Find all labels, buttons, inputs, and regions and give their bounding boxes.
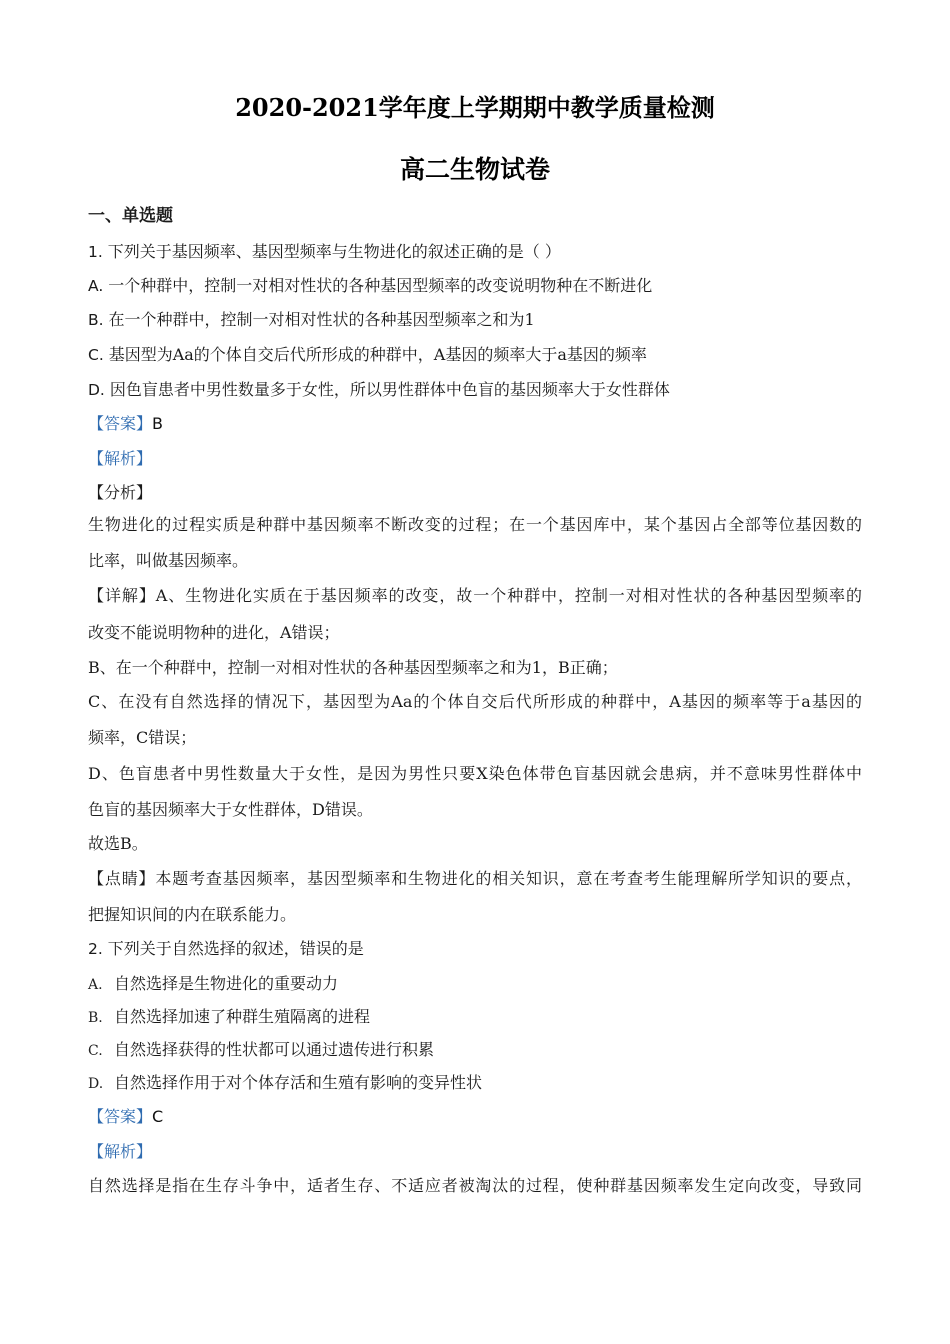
answer-label: 【答案】	[88, 414, 153, 433]
question-2-stem: 下列关于自然选择的叙述，错误的是	[107, 939, 364, 958]
option-label: B.	[88, 1010, 103, 1026]
q2-answer	[88, 1107, 163, 1127]
q1-dianjing-line-2: 把握知识间的内在联系能力。	[88, 905, 297, 924]
q1-detail-a-line-2: 改变不能说明物种的进化，A错误；	[88, 623, 340, 642]
dianjing-label: 【点睛】	[88, 869, 156, 888]
q2-analysis-label: 【解析】	[88, 1142, 153, 1161]
option-label: C.	[88, 1043, 103, 1059]
q1-answer	[88, 414, 163, 434]
option-text: 基因型为Aa的个体自交后代所形成的种群中，A基因的频率大于a基因的频率	[108, 345, 647, 364]
q1-option-d	[88, 380, 670, 400]
answer-value: B	[152, 414, 163, 433]
q1-detail-c-line-1: C、在没有自然选择的情况下，基因型为Aa的个体自交后代所形成的种群中，A基因的频率等于a基因的	[88, 692, 862, 711]
option-text: 自然选择作用于对个体存活和生殖有影响的变异性状	[114, 1073, 483, 1092]
q2-option-a	[88, 974, 338, 995]
q1-detail-d-line-2: 色盲的基因频率大于女性群体，D错误。	[88, 800, 373, 819]
exam-subtitle: 高二生物试卷	[399, 155, 550, 184]
option-label: D.	[88, 1076, 104, 1092]
option-text: 因色盲患者中男性数量多于女性，所以男性群体中色盲的基因频率大于女性群体	[109, 380, 670, 399]
q1-detail-c-line-2: 频率，C错误；	[88, 728, 197, 747]
q2-explain-line-1: 自然选择是指在生存斗争中，适者生存、不适应者被淘汰的过程，使种群基因频率发生定向改变，导致同	[88, 1176, 862, 1195]
q1-analysis-label: 【解析】	[88, 449, 153, 468]
q1-fenxi-line-1: 生物进化的过程实质是种群中基因频率不断改变的过程；在一个基因库中，某个基因占全部等位基因数的	[88, 515, 862, 534]
q1-option-c	[88, 345, 647, 365]
option-label: C.	[88, 346, 104, 364]
exam-title: 2020-2021学年度上学期期中教学质量检测	[235, 93, 715, 122]
q1-detail-b: B、在一个种群中，控制一对相对性状的各种基因型频率之和为1，B正确；	[88, 658, 618, 677]
q1-option-b	[88, 310, 535, 330]
q2-option-c	[88, 1040, 434, 1061]
question-2	[88, 939, 364, 959]
detail-text: A、生物进化实质在于基因频率的改变，故一个种群中，控制一对相对性状的各种基因型频率的	[155, 586, 862, 605]
option-text: 在一个种群中，控制一对相对性状的各种基因型频率之和为1	[108, 310, 535, 329]
option-text: 一个种群中，控制一对相对性状的各种基因型频率的改变说明物种在不断进化	[108, 276, 653, 295]
dianjing-text: 本题考查基因频率，基因型频率和生物进化的相关知识，意在考查考生能理解所学知识的要点，	[155, 869, 862, 888]
question-1	[88, 242, 561, 262]
q1-fenxi-line-2: 比率，叫做基因频率。	[88, 551, 249, 570]
option-text: 自然选择加速了种群生殖隔离的进程	[114, 1007, 371, 1026]
option-label: A.	[88, 977, 103, 993]
question-1-stem: 下列关于基因频率、基因型频率与生物进化的叙述正确的是（ ）	[107, 242, 561, 261]
section-heading: 一、单选题	[88, 206, 173, 226]
question-1-number: 1.	[88, 243, 103, 261]
q2-option-d	[88, 1073, 482, 1094]
q1-option-a	[88, 276, 652, 296]
q1-dianjing-line-1	[88, 869, 862, 889]
detail-label: 【详解】	[88, 586, 156, 605]
answer-value: C	[152, 1107, 164, 1126]
q1-detail-a-line-1	[88, 586, 862, 606]
option-label: B.	[88, 311, 104, 329]
q1-choose: 故选B。	[88, 834, 148, 853]
q1-fenxi-label: 【分析】	[88, 483, 153, 502]
q2-option-b	[88, 1007, 370, 1028]
option-text: 自然选择是生物进化的重要动力	[114, 974, 339, 993]
answer-label: 【答案】	[88, 1107, 153, 1126]
question-2-number: 2.	[88, 940, 103, 958]
q1-detail-d-line-1: D、色盲患者中男性数量大于女性，是因为男性只要X染色体带色盲基因就会患病，并不意味男性群体中	[88, 764, 862, 783]
option-text: 自然选择获得的性状都可以通过遗传进行积累	[114, 1040, 435, 1059]
option-label: A.	[88, 277, 104, 295]
option-label: D.	[88, 381, 105, 399]
